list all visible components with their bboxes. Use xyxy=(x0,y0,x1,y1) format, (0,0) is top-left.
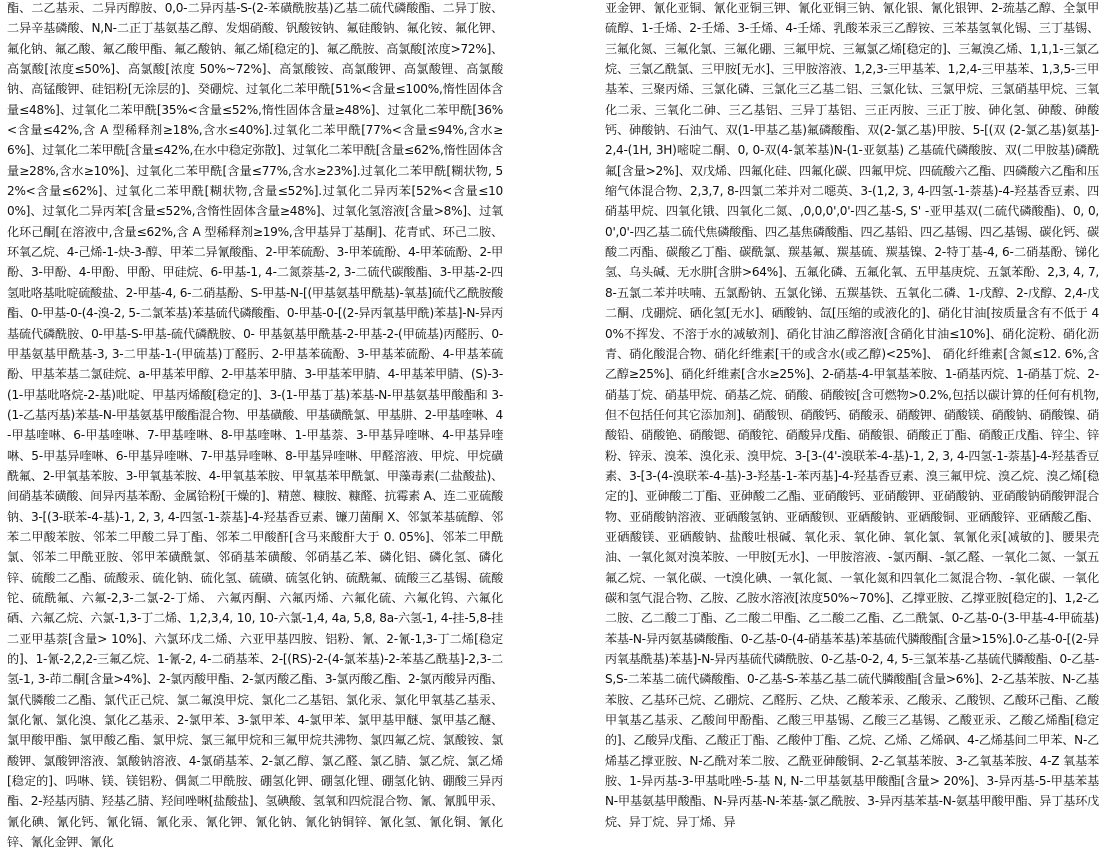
document-page-right xyxy=(598,0,1102,829)
document-page-left xyxy=(0,0,506,850)
page-body-text: 亚金钾、氰化亚铜、氰化亚铜三钾、氰化亚铜三钠、氰化银、氰化银钾、2-巯基乙醇、全氯甲硫醇、1-壬烯、2-壬烯、3-壬烯、4-壬烯、乳酸苯汞三乙醇铵、三苯基氢氧化锡、三丁基锡、三氟化氮、三氟化氯、三氟化硼、三氟甲烷、三氟氯乙烯[稳定的]、三氟溴乙烯、1,1,1-三氯乙烷、三氯乙酰氯、三甲胺[无水]、三甲胺溶液、1,2,3-三甲基苯、1,2,4-三甲基苯、1,3,5-三甲基苯、三聚丙烯、三氯化磷、三氯化三乙基二铝、三氯化钛、三氯甲烷、三氯硝基甲烷、三氧化二汞、三氧化二砷、三乙基铝、三异丁基铝、三正丙胺、三正丁胺、砷化氢、砷酸、砷酸钙、砷酸钠、石油气、双(1-甲基乙基)氟磷酸酯、双(2-氯乙基)甲胺、5-[(双 (2-氯乙基)氨基]-2,4-(1H, 3H)嘧啶二酮、0, 0-双(4-氯苯基)N-(1-亚氨基) 乙基硫代磷酸胺、双(二甲胺基)磷酰氟[含量>2%]、双戊烯、四氟化硅、四氟化碳、四氟甲烷、四硫酸六乙酯、四磷酸六乙酯和压缩气体混合物、2,3,7, 8-四氯二苯并对二噁英、3-(1,2, 3, 4-四氢-1-萘基)-4-羟基香豆素、四硝基甲烷、四氧化锇、四氧化二氮、,0,0,0',0'-四乙基-S, S' -亚甲基双(二硫代磷酸酯)、0, 0,0',0'-四乙基二硫代焦磷酸酯、四乙基焦磷酸酯、四乙基铅、四乙基锡、四乙基锡、碳化钙、碳酸二丙酯、碳酸乙丁酯、碳酰氯、羰基氟、羰基硫、羰基镍、2-特丁基-4, 6-二硝基酚、锑化氢、乌头碱、无水肼[含肼>64%]、五氟化磷、五氟化氧、五甲基庚烷、五氯苯酚、2,3, 4, 7, 8-五氯二苯并呋喃、五氯酚钠、五氯化锑、五羰基铁、五氧化二磷、1-戊醇、2-戊醇、2,4-戊二酮、戊硼烷、硒化氢[无水]、硒酸钠、氙[压缩的或液化的]、硝化甘油[按质量含有不低于 40%不挥发、不溶于水的减敏剂]、硝化甘油乙醇溶液[含硝化甘油≤10%]、硝化淀粉、硝化沥青、硝化酸混合物、硝化纤维素[干的或含水(或乙醇)<25%]、 硝化纤维素[含氮≤12. 6%,含乙醇≥25%]、硝化纤维素[含水≥25%]、2-硝基-4-甲氧基苯胺、1-硝基丙烷、1-硝基丁烷、2-硝基丁烷、硝基甲烷、硝基乙烷、硝酸、硝酸铵[含可燃物>0.2%,包括以碳计算的任何有机物,但不包括任何其它添加剂]、硝酸钡、硝酸钙、硝酸汞、硝酸钾、硝酸镁、硝酸钠、硝酸镍、硝酸铅、硝酸铯、硝酸锶、硝酸铊、硝酸异戊酯、硝酸银、硝酸正丁酯、硝酸正戊酯、锌尘、锌粉、锌汞、溴苯、溴化汞、溴甲烷、3-[3-(4'-溴联苯-4-基)-1, 2, 3, 4-四氢-1-萘基]-4-羟基香豆素、3-[3-(4-溴联苯-4-基)-3-羟基-1-苯丙基]-4-羟基香豆素、溴三氟甲烷、溴乙烷、溴乙烯[稳定的]、亚砷酸二丁酯、亚砷酸二乙酯、亚硝酸钙、亚硝酸钾、亚硝酸钠、亚硝酸钠硝酸钾混合物、亚硝酸钠溶液、亚硒酸氢钠、亚硒酸钡、亚硒酸钠、亚硒酸铜、亚硒酸锌、亚硒酸乙酯、亚硒酸镁、亚硒酸钠、盐酸吐根碱、氧化汞、氧化砷、氧化氯、氧氰化汞[减敏的]、腰果壳油、一氧化氮对溴苯胺、一甲胺[无水]、一甲胺溶液、-氯丙酮、-氯乙醛、一氧化二氮、一氯五氟乙烷、一氧化碳、一t溴化碘、一氧化氮、一氧化氮和四氧化二氮混合物、-氧化碳、一氧化碳和氢气混合物、乙胺、乙胺水溶液[浓度50%~70%]、乙撑亚胺、乙撑亚胺[稳定的]、1,2-乙二胺、乙二酸二丁酯、乙二酸二甲酯、乙二酸二乙酯、乙二酰氯、0-乙基-0-(3-甲基-4-甲硫基)苯基-N-异丙氨基磷酸酯、0-乙基-0-(4-硝基苯基)苯基硫代膦酸酯[含量>15%].0-乙基-0-[(2-异丙氧基酰基)苯基]-N-异丙基硫代磷酰胺、0-乙基-0-2, 4, 5-三氯苯基-乙基硫代膦酸酯、0-乙基-S,S-二苯基二硫代磷酸酯、0-乙基-S-苯基乙基二硫代膦酸酯[含量>6%]、2-乙基苯胺、N-乙基苯胺、乙基环己烷、乙硼烷、乙醛肟、乙炔、乙酸苯汞、乙酸汞、乙酸钡、乙酸环己酯、乙酸甲氧基乙基汞、乙酸间甲酚酯、乙酸三甲基锡、乙酸三乙基锡、乙酸亚汞、乙酸乙烯酯[稳定的]、乙酸异戊酯、乙酸正丁酯、乙酸仲丁酯、乙烷、乙烯、乙烯砜、4-乙烯基间二甲苯、N-乙烯基乙撑亚胺、N-乙酰对苯二胺、乙酰亚砷酸铜、2-乙氧基苯胺、3-乙氧基苯胺、4-Z 氧基苯胺、1-异丙基-3-甲基吡唑-5-基 N, N-二甲基氨基甲酸酯[含量> 20%]、3-异丙基-5-甲基苯基 N-甲基氨基甲酸酯、N-异丙基-N-苯基-氯乙酰胺、3-异丙基苯基-N-氨基甲酸甲酯、异丁基环戊烷、异丁烷、异丁烯、异 xyxy=(605,1,1099,829)
page-gutter xyxy=(506,0,598,773)
page-body-text: 酯、二乙基汞、二异丙醇胺、0,0-二异丙基-S-(2-苯磺酰胺基)乙基二硫代磷酸酯、二异丁胺、二异辛基磷酸、N,N-二正丁基氨基乙醇、发烟硝酸、钒酸铵钠、氟硅酸钠、氟化铵、氟化钾、氟化钠、氟乙酸、氟乙酸甲酯、氟乙酸钠、氟乙烯[稳定的]、氟乙酰胺、高氯酸[浓度>72%]、高氯酸[浓度≤50%]、高氯酸[浓度 50%~72%]、高氯酸铵、高氯酸钾、高氯酸锂、高氯酸钠、高锰酸钾、硅铝粉[无涂层的]、癸硼烷、过氧化二苯甲酰[51%<含量≤100%,惰性固体含量≤48%]、过氧化二苯甲酰[35%<含量≤52%,惰性固体含量≥48%]、过氧化二苯甲酰[36%<含量≤42%,含 A 型稀释剂≥18%,含水≤40%].过氧化二苯甲酰[77%<含量≤94%,含水≥6%]、过氧化二苯甲酰[含量≤42%,在水中稳定弥散]、过氧化二苯甲酰[含量≤62%,惰性固体含量≥28%,含水≥10%]、过氧化二苯甲酰[含量≤77%,含水≥23%].过氧化二苯甲酰[糊状物, 52%<含量≤62%]、过氧化二苯甲酰[糊状物,含量≤52%].过氧化二异丙苯[52%<含量≤100%]、过氧化二异丙苯[含量≤52%,含惰性固体含量≥48%]、过氧化氢溶液[含量>8%]、过氧化环己酮[在溶液中,含量≤62%,含 A 型稀释剂≥19%,含甲基异丁基酮]、花青甙、环己二胺、环氧乙烷、4-己烯-1-炔-3-醇、甲苯二异氰酸酯、2-甲苯硫酚、3-甲苯硫酚、4-甲苯硫酚、2-甲酚、3-甲酚、4-甲酚、甲酚、甲硅烷、6-甲基-1, 4-二氮萘基-2, 3-二硫代碳酸酯、3-甲基-2-四氢吡咯基吡啶硫酸盐、2-甲基-4, 6-二硝基酚、S-甲基-N-[(甲基氨基甲酰基)-氧基]硫代乙酰胺酸酯、0-甲基-0-(4-溴-2, 5-二氯苯基)苯基硫代磷酸酯、0-甲基-0-[(2-异丙氧基甲酰)苯基]-N-异丙基硫代磷酰胺、0-甲基-S-甲基-硫代磷酰胺、0- 甲基氨基甲酰基-2-甲基-2-(甲硫基)丙醛肟、0-甲基氨基甲酰基-3, 3-二甲基-1-(甲硫基)丁醛肟、2-甲基苯硫酚、3-甲基苯硫酚、4-甲基苯硫酚、甲基苯基二氯硅烷、a-甲基苯甲醇、2-甲基苯甲腈、3-甲基苯甲腈、4-甲基苯甲腈、(S)-3-(1-甲基吡咯烷-2-基)吡啶、甲基丙烯酸[稳定的]、3-(1-甲基丁基)苯基-N-甲基氨基甲酸酯和 3-(1-乙基丙基)苯基-N-甲基氨基甲酸酯混合物、甲基磺酸、甲基磺酰氯、甲基肼、2-甲基喹啉、4-甲基喹啉、6-甲基喹啉、7-甲基喹啉、8-甲基喹啉、1-甲基萘、3-甲基异喹啉、4-甲基异喹啉、5-甲基异喹啉、6-甲基异喹啉、7-甲基异喹啉、8-甲基异喹啉、甲醛溶液、甲烷、甲烷磺酰氟、2-甲氧基苯胺、3-甲氧基苯胺、4-甲氧基苯胺、甲氧基苯甲酰氯、甲藻毒素(二盐酸盐)、间硝基苯磺酸、间异丙基苯酚、金属铪粉[干燥的]、精蒽、糠胺、糠醛、抗霉素 A、连二亚硫酸钠、3-[(3-联苯-4-基)-1, 2, 3, 4-四氢-1-萘基]-4-羟基香豆素、镰刀菌酮 X、邻氯苯基硫醇、邻苯二甲酸苯胺、邻苯二甲酸二异丁酯、邻苯二甲酸酐[含马来酸酐大于 0. 05%]、邻苯二甲酰氯、邻苯二甲酰亚胺、邻甲苯磺酰氯、邻硝基苯磺酸、邻硝基乙苯、磷化铝、磷化氢、磷化锌、硫酸二乙酯、硫酸汞、硫化钠、硫化氢、硫磺、硫氢化钠、硫酰氟、硫酸三乙基锡、硫酸铊、硫酰氟、六氟-2,3-二氯-2-丁烯、 六氟丙酮、六氟丙烯、六氟化硫、六氟化钨、六氟化硒、六氟乙烷、六氯-1,3-丁二烯、1,2,3,4, 10, 10-六氯-1,4, 4a, 5,8, 8a-六氢-1, 4-挂-5,8-挂二亚甲基萘[含量> 10%]、六氯环戊二烯、六亚甲基四胺、铝粉、氰、2-氰-1,3-丁二烯[稳定的]、1-氰-2,2,2-三氟乙烷、1-氰-2, 4-二硝基苯、2-[(RS)-2-(4-氯苯基)-2-苯基乙酰基]-2,3-二氢-1, 3-茚二酮[含量>4%]、2-氯丙酸甲酯、2-氯丙酸乙酯、3-氯丙酸乙酯、2-氯丙酸异丙酯、氯代膦酸二乙酯、氯代正己烷、氯二氟溴甲烷、氯化二乙基铝、氯化汞、氯化甲氧基乙基汞、氯化氰、氯化溴、氯化乙基汞、2-氯甲苯、3-氯甲苯、4-氯甲苯、氯甲基甲醚、氯甲基乙醚、氯甲酸甲酯、氯甲酸乙酯、氯甲烷、氯三氟甲烷和三氟甲烷共沸物、氯四氟乙烷、氯酸铵、氯酸钾、氯酸钾溶液、氯酸钠溶液、4-氯硝基苯、2-氯乙醇、氯乙醛、氯乙腈、氯乙烷、氯乙烯[稳定的]、吗啉、镁、镁铝粉、偶氮二甲酰胺、硼氢化钾、硼氢化锂、硼氢化钠、硼酸三异丙酯、2-羟基丙腈、羟基乙腈、羟间唑啉[盐酸盐]、氢碘酸、氢氧和四烷混合物、氰、氰胍甲汞、氰化碘、氰化钙、氰化镉、氰化汞、氰化钾、氰化钠、氰化钠铜锌、氰化氢、氰化铜、氰化锌、氰化金钾、氰化 xyxy=(7,1,503,850)
